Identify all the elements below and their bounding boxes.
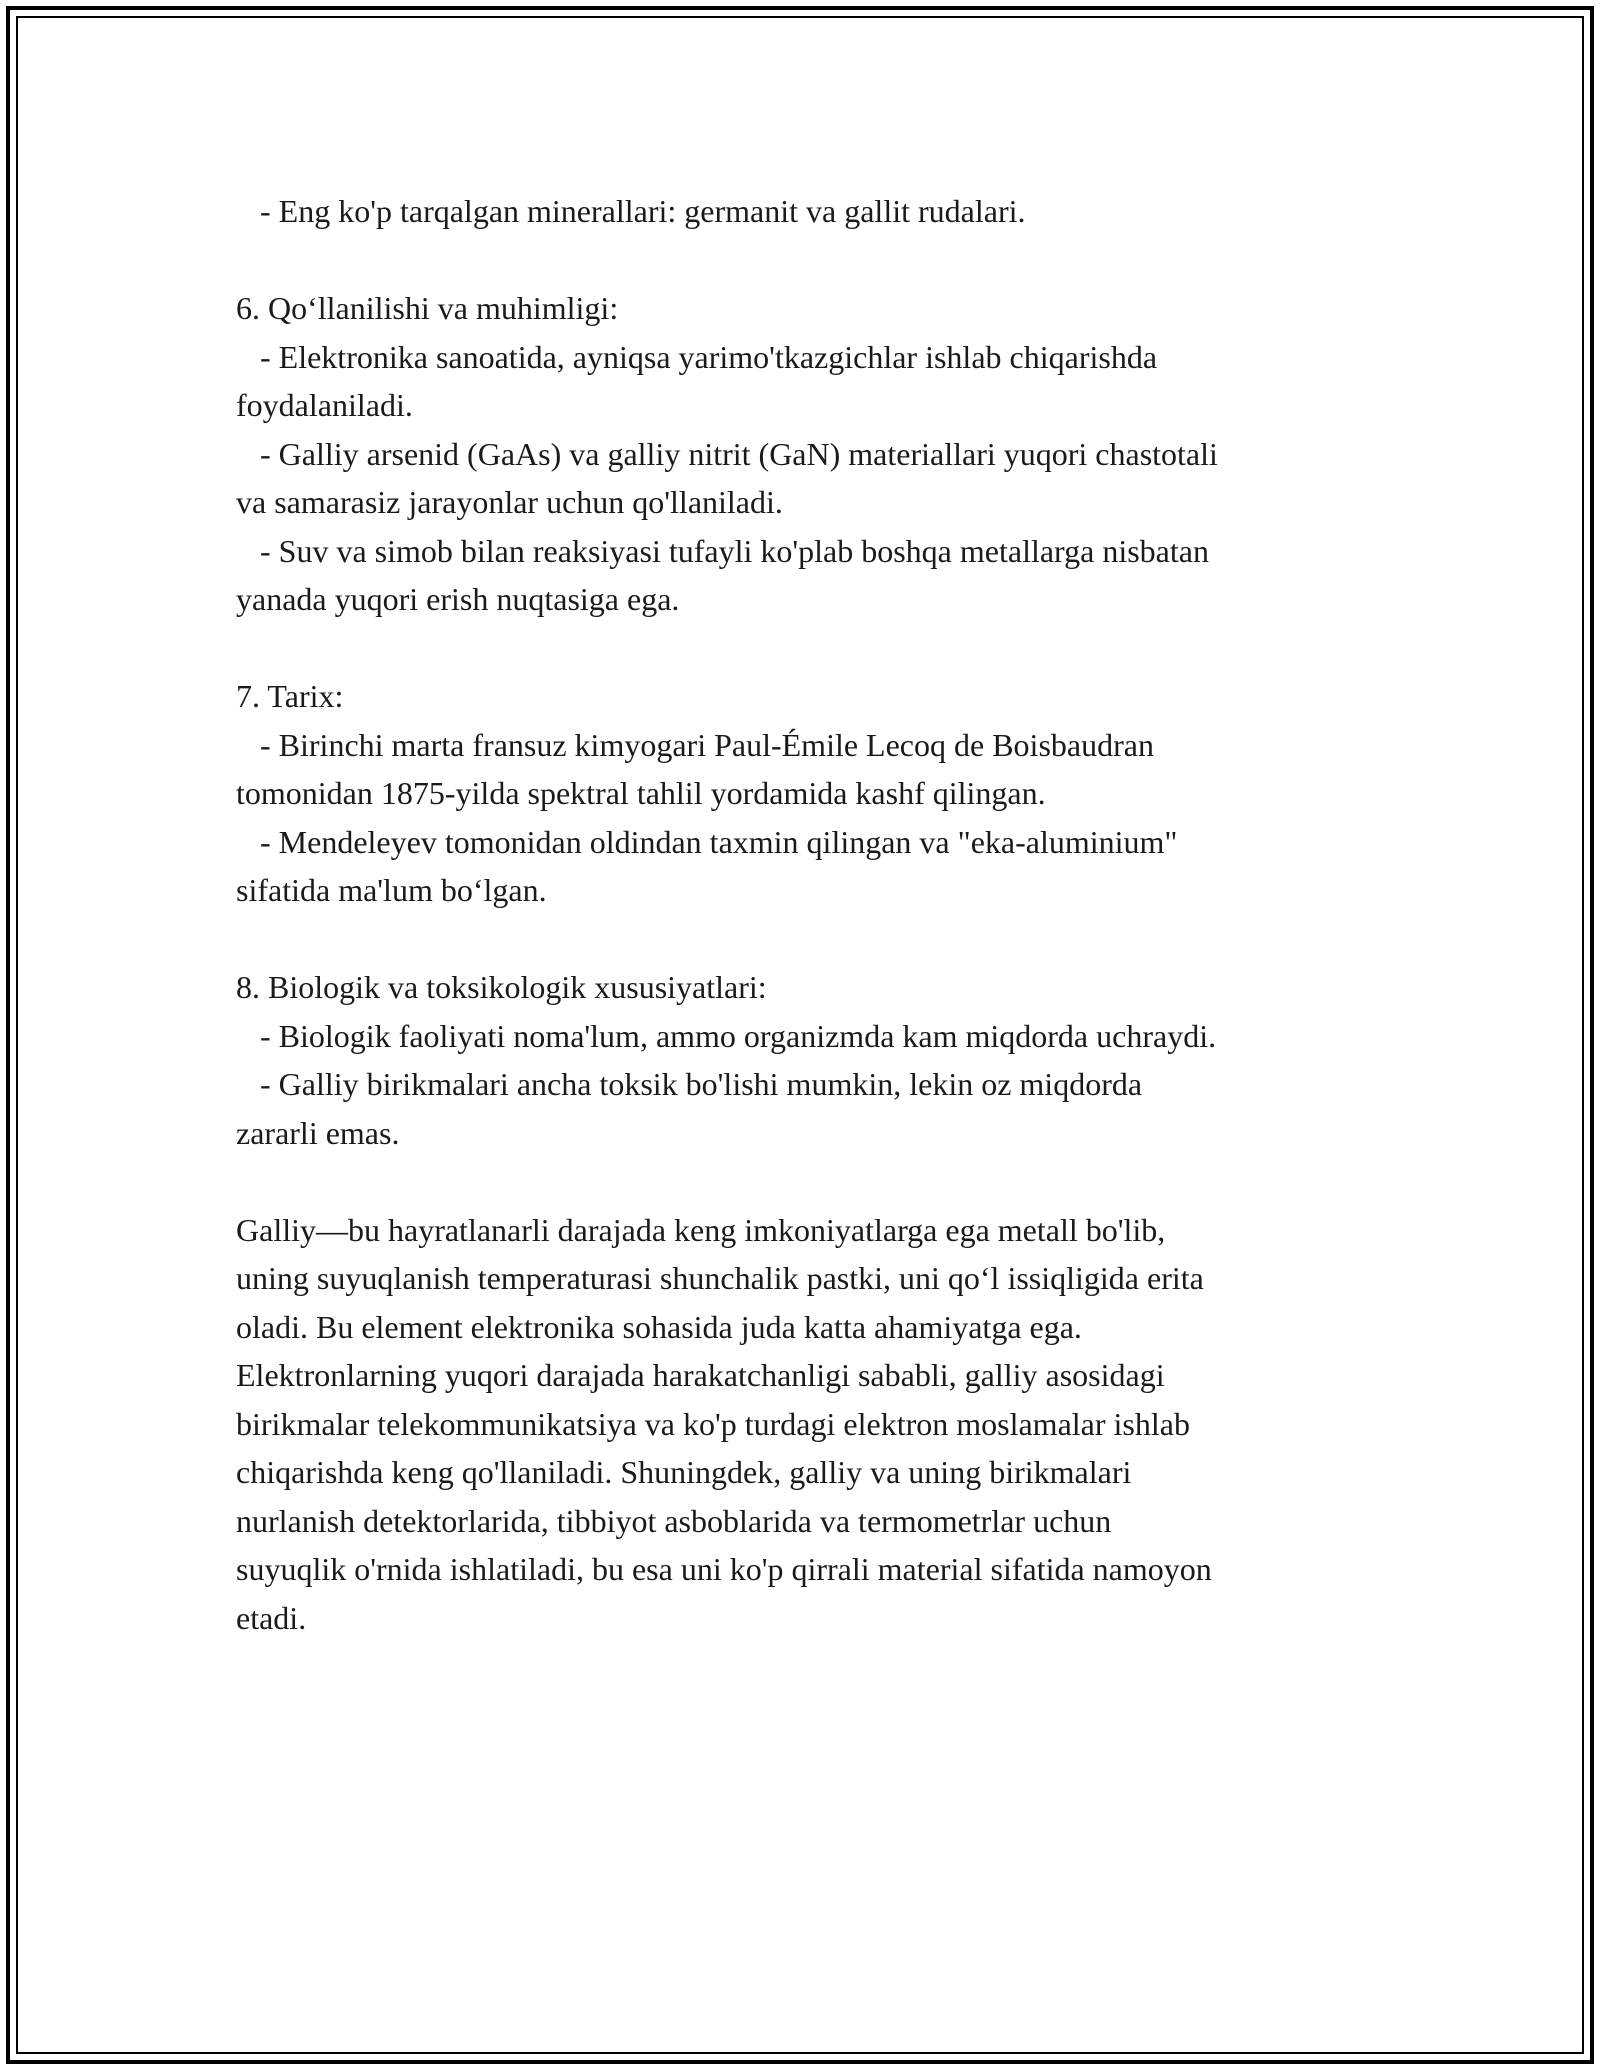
summary-line: suyuqlik o'rnida ishlatiladi, bu esa uni ko'p qirrali material sifatida namoyon — [236, 1551, 1212, 1587]
section-line: - Elektronika sanoatida, ayniqsa yarimo'tkazgichlar ishlab chiqarishda — [236, 338, 1158, 375]
section-line: - Galliy birikmalari ancha toksik bo'lishi mumkin, lekin oz miqdorda — [236, 1066, 1143, 1102]
summary-line: etadi. — [236, 1599, 307, 1636]
section-line: yanada yuqori erish nuqtasiga ega. — [236, 581, 680, 617]
section-line: - Suv va simob bilan reaksiyasi tufayli ko'plab boshqa metallarga nisbatan — [236, 532, 1209, 569]
bullet-line: - Eng ko'p tarqalgan minerallari: germanit va gallit rudalari. — [236, 193, 1026, 229]
section-line: - Mendeleyev tomonidan oldindan taxmin qilingan va "eka-aluminium" — [236, 823, 1178, 860]
section-line: zararli emas. — [236, 1114, 400, 1151]
section-line: sifatida ma'lum bo‘lgan. — [236, 872, 547, 908]
paragraph-gap — [236, 1157, 1366, 1206]
section-line: tomonidan 1875-yilda spektral tahlil yordamida kashf qilingan. — [236, 775, 1046, 811]
section-line: foydalaniladi. — [236, 387, 413, 423]
section-line: - Biologik faoliyati noma'lum, ammo organizmda kam miqdorda uchraydi. — [236, 1017, 1217, 1054]
section-line: - Galliy arsenid (GaAs) va galliy nitrit (GaN) materiallari yuqori chastotali — [236, 435, 1218, 472]
section-heading: 6. Qo‘llanilishi va muhimligi: — [236, 290, 619, 326]
summary-line: birikmalar telekommunikatsiya va ko'p turdagi elektron moslamalar ishlab — [236, 1405, 1190, 1442]
section-line: va samarasiz jarayonlar uchun qo'llaniladi. — [236, 484, 783, 520]
summary-line: chiqarishda keng qo'llaniladi. Shuningdek, galliy va uning birikmalari — [236, 1454, 1132, 1490]
summary-line: Galliy—bu hayratlanarli darajada keng imkoniyatlarga ega metall bo'lib, — [236, 1211, 1166, 1248]
section-line: - Birinchi marta fransuz kimyogari Paul-Émile Lecoq de Boisbaudran — [236, 726, 1154, 763]
summary-line: nurlanish detektorlarida, tibbiyot asboblarida va termometrlar uchun — [236, 1502, 1112, 1539]
summary-line: oladi. Bu element elektronika sohasida juda katta ahamiyatga ega. — [236, 1308, 1082, 1345]
paragraph-gap — [236, 236, 1366, 285]
paragraph-gap — [236, 915, 1366, 964]
summary-line: uning suyuqlanish temperaturasi shunchalik pastki, uni qo‘l issiqligida erita — [236, 1260, 1204, 1296]
summary-line: Elektronlarning yuqori darajada harakatchanligi sababli, galliy asosidagi — [236, 1357, 1165, 1393]
section-heading: 8. Biologik va toksikologik xususiyatlari: — [236, 969, 767, 1005]
document-body — [236, 187, 1366, 1642]
section-heading: 7. Tarix: — [236, 678, 344, 714]
paragraph-gap — [236, 624, 1366, 673]
